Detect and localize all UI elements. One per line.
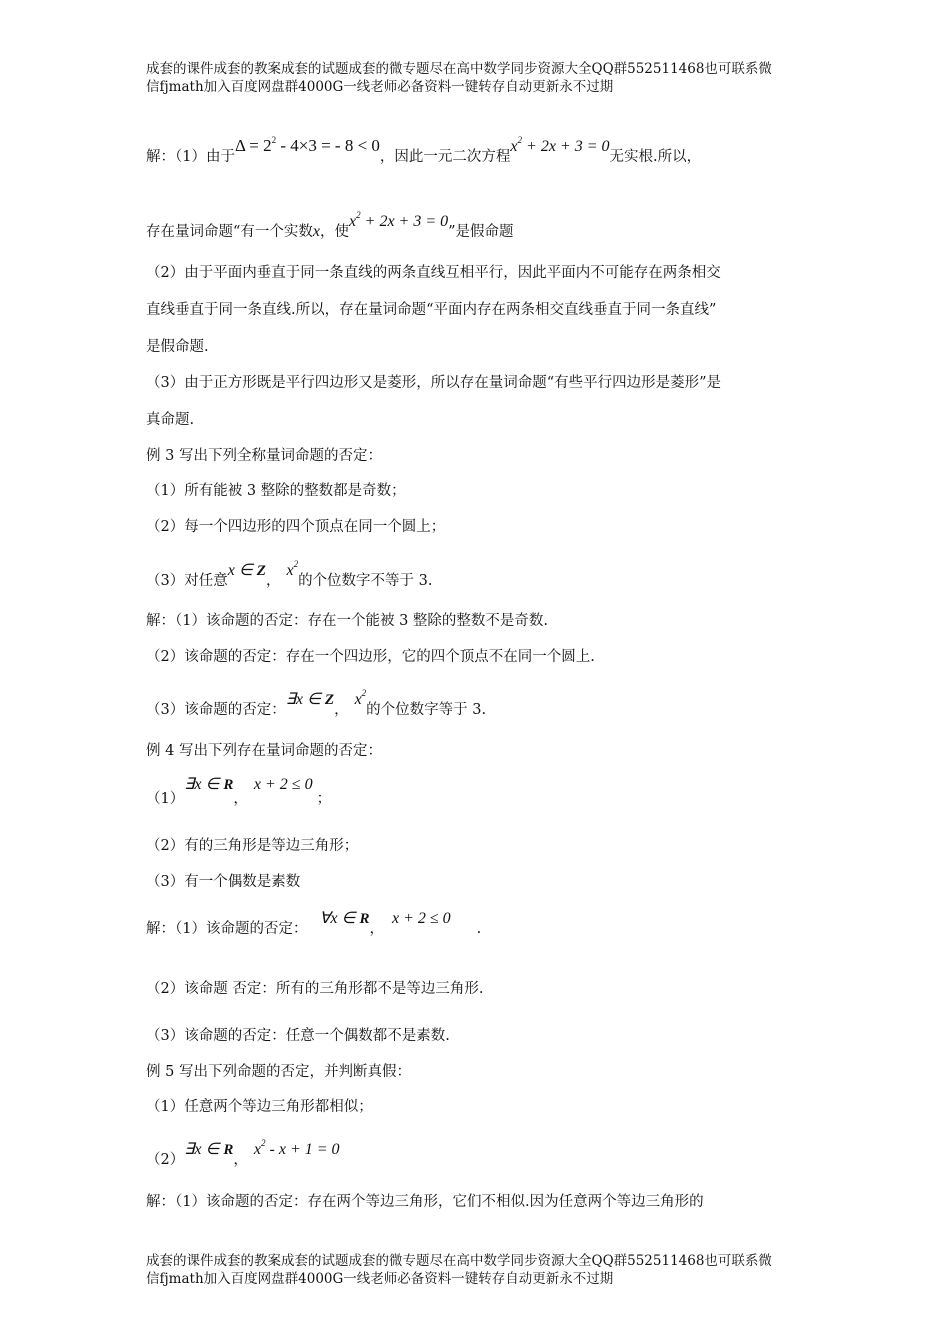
example-3-q1: （1）所有能被 3 整除的整数都是奇数； <box>146 483 406 499</box>
example-5-q1: （1）任意两个等边三角形都相似； <box>146 1099 373 1115</box>
example-3-q2: （2）每一个四边形的四个顶点在同一个圆上； <box>146 519 446 535</box>
example-4-q2: （2）有的三角形是等边三角形； <box>146 838 359 854</box>
example-4-a2: （2）该命题 否定：所有的三角形都不是等边三角形. <box>146 981 484 997</box>
solution-part-2-line-2: 直线垂直于同一条直线.所以，存在量词命题“平面内存在两条相交直线垂直于同一条直线” <box>146 302 717 318</box>
solution-part-2-line-3: 是假命题. <box>146 339 209 355</box>
header-line-2: 信fjmath加入百度网盘群4000G一线老师必备资料一键转存自动更新永不过期 <box>146 79 614 95</box>
footer-line-2: 信fjmath加入百度网盘群4000G一线老师必备资料一键转存自动更新永不过期 <box>146 1271 614 1287</box>
solution-line-1: 解：（1）由于$\Delta = 2^2 - 4\times 3$ = - 8 < 0，因此一元二次方程$x^2 + 2x + 3 = 0$无实根.所以， <box>146 135 702 165</box>
example-3-a2: （2）该命题的否定：存在一个四边形，它的四个顶点不在同一个圆上. <box>146 649 595 665</box>
solution-part-2-line-1: （2）由于平面内垂直于同一条直线的两条直线互相平行，因此平面内不可能存在两条相交 <box>146 265 721 281</box>
example-4-q1: （1）∃x ∈ R，x + 2 ≤ 0； <box>146 776 332 807</box>
quadratic-equation-2: $x^2 + 2x + 3 = 0$ <box>349 210 449 230</box>
example-4-q3: （3）有一个偶数是素数 <box>146 874 301 890</box>
example-3-a3: （3）该命题的否定：∃x ∈ Z，$x^2$的个位数字等于 3. <box>146 688 487 718</box>
example-3-q3: （3）对任意x ∈ Z，$x^2$的个位数字不等于 3. <box>146 559 433 589</box>
example-4-title: 例 4 写出下列存在量词命题的否定： <box>146 743 382 759</box>
example-4-a3: （3）该命题的否定：任意一个偶数都不是素数. <box>146 1028 450 1044</box>
footer-line-1: 成套的课件成套的教案成套的试题成套的微专题尽在高中数学同步资源大全QQ群552511468也可联系微 <box>146 1253 772 1269</box>
solution-line-2: 存在量词命题“有一个实数x，使$x^2 + 2x + 3 = 0$”是假命题 <box>146 210 514 240</box>
example-5-title: 例 5 写出下列命题的否定，并判断真假： <box>146 1064 411 1080</box>
solution-part-3-line-1: （3）由于正方形既是平行四边形又是菱形，所以存在量词命题“有些平行四边形是菱形”是 <box>146 375 722 391</box>
delta-formula: $\Delta = 2^2 - 4\times 3$ = - 8 < 0 <box>234 135 380 155</box>
example-5-a1: 解：（1）该命题的否定：存在两个等边三角形，它们不相似.因为任意两个等边三角形的 <box>146 1194 704 1210</box>
example-3-title: 例 3 写出下列全称量词命题的否定： <box>146 448 382 464</box>
example-4-a1: 解：（1）该命题的否定：∀x ∈ R，x + 2 ≤ 0. <box>146 910 482 937</box>
quadratic-equation: $x^2 + 2x + 3 = 0$ <box>510 135 610 155</box>
example-5-q2: （2）∃x ∈ R，$x^2 - x + 1 = 0$ <box>146 1138 340 1168</box>
solution-part-3-line-2: 真命题. <box>146 412 195 428</box>
header-line-1: 成套的课件成套的教案成套的试题成套的微专题尽在高中数学同步资源大全QQ群552511468也可联系微 <box>146 61 772 77</box>
example-3-a1: 解：（1）该命题的否定：存在一个能被 3 整除的整数不是奇数. <box>146 613 549 629</box>
